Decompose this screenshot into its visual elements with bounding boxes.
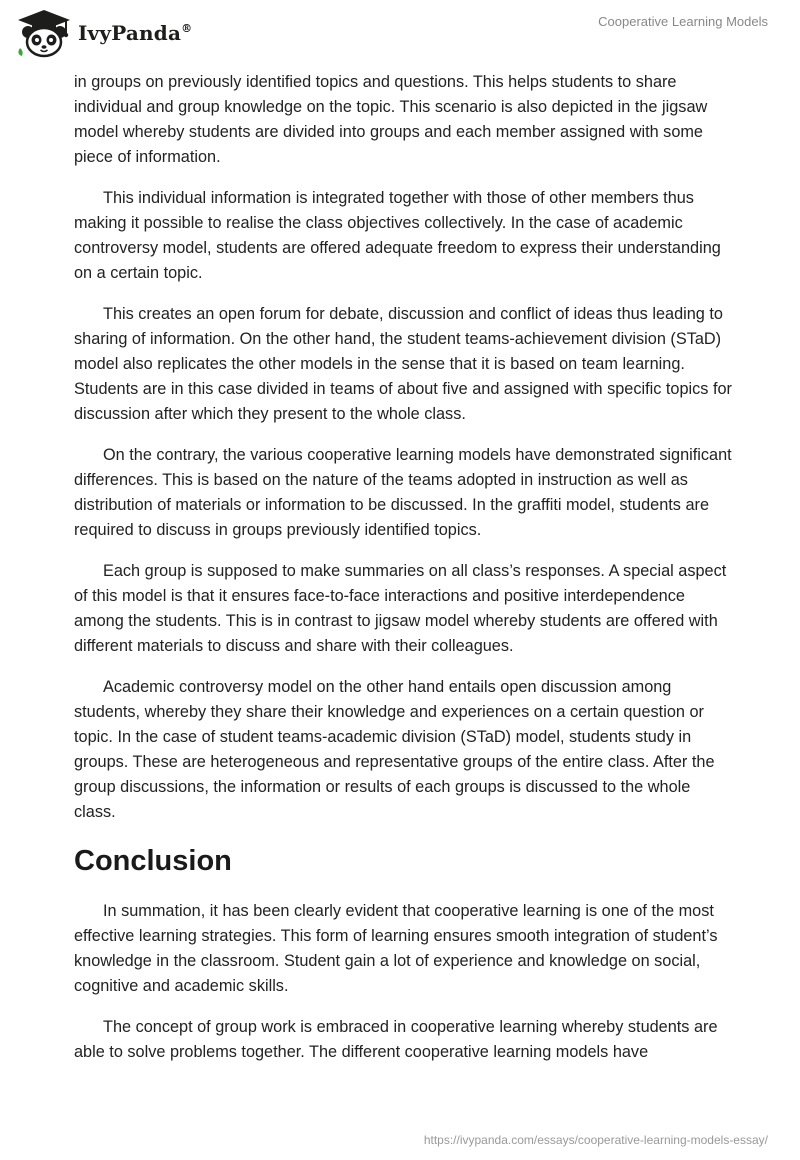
brand-name: IvyPanda®: [78, 21, 193, 45]
paragraph: Academic controversy model on the other hand entails open discussion among students, whereby they share their knowledge and experiences on a certain question or topic. In the case of student teams-academic division (STaD) model, students study in groups. These are heterogeneous and representative groups of the entire class. After the group discussions, the information or results of each groups is discussed to the whole class.: [74, 678, 715, 821]
document-title: Cooperative Learning Models: [598, 14, 768, 29]
paragraph: On the contrary, the various cooperative learning models have demonstrated significant differences. This is based on the nature of the teams adopted in instruction as well as distribution of materials or information to be discussed. In the graffiti model, students are required to discuss in groups previously identified topics.: [74, 446, 732, 539]
registered-mark: ®: [181, 22, 193, 35]
paragraph: This individual information is integrated together with those of other members thus making it possible to realise the class objectives collectively. In the case of academic controversy model, students are offered adequate freedom to express their understanding on a certain topic.: [74, 189, 721, 282]
page-header: [0, 0, 800, 70]
paragraph: The concept of group work is embraced in cooperative learning whereby students are able to solve problems together. The different cooperative learning models have: [74, 1018, 718, 1061]
paragraph: In summation, it has been clearly evident that cooperative learning is one of the most effective learning strategies. This form of learning ensures smooth integration of student’s knowledge in the classroom. Student gain a lot of experience and knowledge on social, cognitive and academic skills.: [74, 902, 718, 995]
conclusion-heading: Conclusion: [74, 845, 232, 877]
essay-content: [74, 70, 734, 1081]
paragraph: Each group is supposed to make summaries on all class’s responses. A special aspect of this model is that it ensures face-to-face interactions and positive interdependence among the students. This is in contrast to jigsaw model whereby students are offered with different materials to discuss and share with their colleagues.: [74, 562, 727, 655]
paragraph: in groups on previously identified topics and questions. This helps students to share individual and group knowledge on the topic. This scenario is also depicted in the jigsaw model whereby students are divided into groups and each member assigned with some piece of information.: [74, 73, 708, 166]
source-url[interactable]: https://ivypanda.com/essays/cooperative-learning-models-essay/: [423, 1133, 768, 1147]
panda-graduate-icon: [14, 8, 74, 58]
ivypanda-logo[interactable]: [14, 8, 192, 58]
paragraph: This creates an open forum for debate, discussion and conflict of ideas thus leading to sharing of information. On the other hand, the student teams-achievement division (STaD) model also replicates the other models in the sense that it is based on team learning. Students are in this case divided in teams of about five and assigned with specific topics for discussion after which they present to the whole class.: [74, 305, 732, 423]
